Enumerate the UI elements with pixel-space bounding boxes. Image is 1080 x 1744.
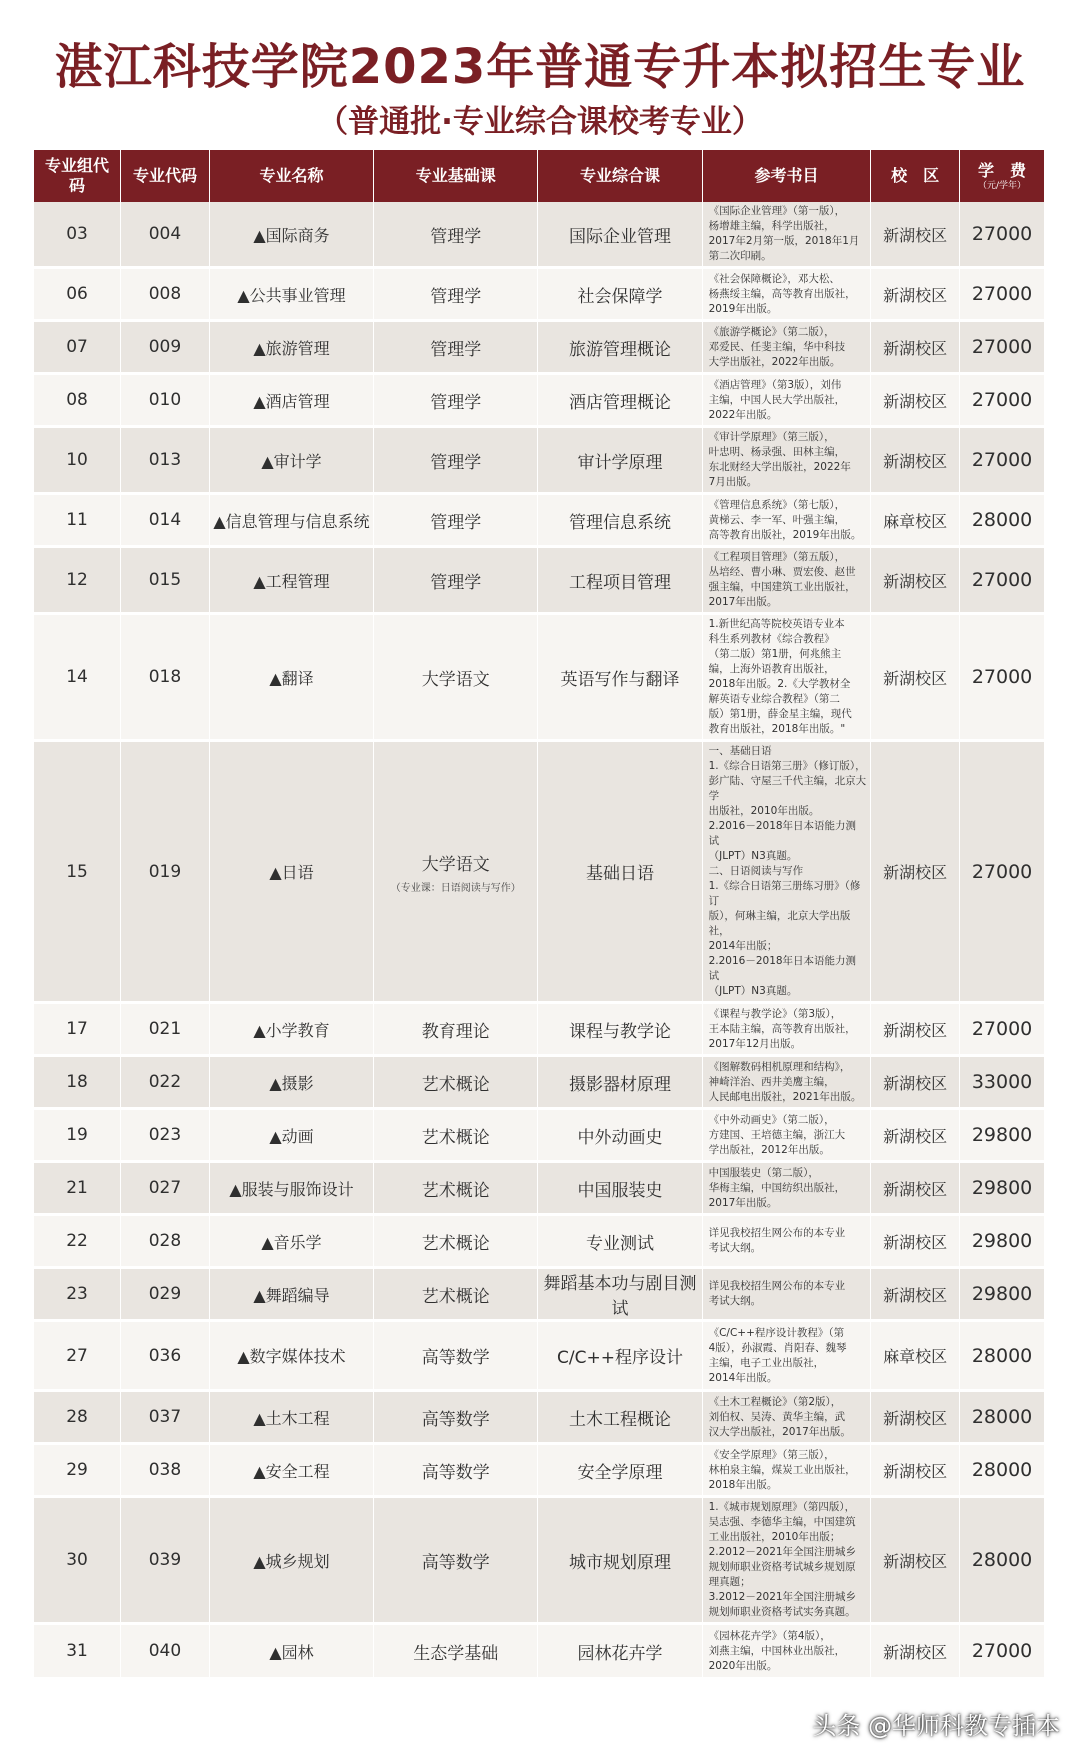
major-name-cell: ▲国际商务 <box>209 202 373 268</box>
basic-course-cell <box>374 1109 538 1162</box>
campus-cell: 新湖校区 <box>871 1003 960 1056</box>
table-row <box>34 1497 1044 1624</box>
reference-books-cell: 中国服装史（第二版）， 华梅主编，中国纺织出版社， 2017年出版。 <box>702 1162 871 1215</box>
comprehensive-course-cell: 工程项目管理 <box>538 547 702 614</box>
basic-course-cell <box>374 202 538 268</box>
major-name-cell: ▲信息管理与信息系统 <box>209 494 373 547</box>
fee-cell: 27000 <box>960 614 1044 741</box>
basic-course-cell <box>374 494 538 547</box>
reference-books-cell: 《C/C++程序设计教程》（第 4版），孙淑霞、肖阳春、魏琴 主编，电子工业出版社， 2014年出版。 <box>702 1321 871 1391</box>
fee-cell: 28000 <box>960 494 1044 547</box>
group-code-cell: 06 <box>34 268 121 321</box>
page-title: 湛江科技学院2023年普通专升本拟招生专业 <box>54 39 1026 95</box>
major-code-cell: 015 <box>121 547 210 614</box>
watermark: 头条 @华师科教专插本 <box>812 1712 1060 1740</box>
reference-books-cell: 《中外动画史》（第二版）， 方建国、王培德主编，浙江大 学出版社，2012年出版。 <box>702 1109 871 1162</box>
table-row <box>34 1215 1044 1268</box>
basic-course-text: 艺术概论 <box>421 1127 490 1148</box>
group-code-cell: 07 <box>34 321 121 374</box>
basic-course-text: 艺术概论 <box>421 1180 490 1201</box>
fee-cell: 28000 <box>960 1444 1044 1497</box>
major-code-cell: 014 <box>121 494 210 547</box>
major-name-cell: ▲摄影 <box>209 1056 373 1109</box>
fee-cell: 29800 <box>960 1109 1044 1162</box>
reference-books-cell: 《社会保障概论》，邓大松、 杨燕绥主编，高等教育出版社， 2019年出版。 <box>702 268 871 321</box>
reference-books-cell: 《土木工程概论》（第2版）， 刘伯权、吴涛、黄华主编，武 汉大学出版社，2017年出版。 <box>702 1391 871 1444</box>
basic-course-cell <box>374 547 538 614</box>
comprehensive-course-cell: 安全学原理 <box>538 1444 702 1497</box>
fee-cell: 28000 <box>960 1321 1044 1391</box>
comprehensive-course-cell: 中国服装史 <box>538 1162 702 1215</box>
basic-course-cell <box>374 1321 538 1391</box>
major-name-cell: ▲安全工程 <box>209 1444 373 1497</box>
comprehensive-course-cell: 摄影器材原理 <box>538 1056 702 1109</box>
table-row <box>34 494 1044 547</box>
reference-books-cell: 《酒店管理》（第3版），刘伟 主编，中国人民大学出版社， 2022年出版。 <box>702 374 871 427</box>
basic-course-text: 大学语文 <box>421 854 490 875</box>
campus-cell: 新湖校区 <box>871 1391 960 1444</box>
comprehensive-course-cell: 课程与教学论 <box>538 1003 702 1056</box>
basic-course-text: 管理学 <box>430 572 482 593</box>
campus-cell: 新湖校区 <box>871 547 960 614</box>
group-code-cell: 28 <box>34 1391 121 1444</box>
group-code-cell: 15 <box>34 741 121 1003</box>
group-code-cell: 08 <box>34 374 121 427</box>
campus-cell: 麻章校区 <box>871 1321 960 1391</box>
table-row <box>34 1268 1044 1321</box>
campus-cell: 新湖校区 <box>871 1497 960 1624</box>
basic-course-text: 高等数学 <box>421 1348 490 1368</box>
comprehensive-course-cell: 舞蹈基本功与剧目测试 <box>538 1268 702 1321</box>
campus-cell: 新湖校区 <box>871 1624 960 1679</box>
major-code-cell: 022 <box>121 1056 210 1109</box>
reference-books-cell: 《安全学原理》（第三版）， 林柏泉主编，煤炭工业出版社， 2018年出版。 <box>702 1444 871 1497</box>
fee-cell: 29800 <box>960 1268 1044 1321</box>
comprehensive-course-cell: 专业测试 <box>538 1215 702 1268</box>
reference-books-cell: 《旅游学概论》（第二版）， 邓爱民、任斐主编，华中科技 大学出版社，2022年出版。 <box>702 321 871 374</box>
reference-books-cell: 《管理信息系统》（第七版）， 黄梯云、李一军、叶强主编， 高等教育出版社，2019年出版。 <box>702 494 871 547</box>
group-code-cell: 27 <box>34 1321 121 1391</box>
major-name-cell: ▲动画 <box>209 1109 373 1162</box>
group-code-cell: 17 <box>34 1003 121 1056</box>
campus-cell: 新湖校区 <box>871 1162 960 1215</box>
table-row <box>34 427 1044 494</box>
campus-cell: 新湖校区 <box>871 1056 960 1109</box>
comprehensive-course-cell: 基础日语 <box>538 741 702 1003</box>
table-row <box>34 374 1044 427</box>
basic-course-text: 高等数学 <box>421 1552 490 1573</box>
table-row <box>34 1321 1044 1391</box>
basic-course-cell <box>374 1444 538 1497</box>
major-name-cell: ▲土木工程 <box>209 1391 373 1444</box>
comprehensive-course-cell: 管理信息系统 <box>538 494 702 547</box>
fee-cell: 28000 <box>960 1391 1044 1444</box>
reference-books-cell: 详见我校招生网公布的本专业 考试大纲。 <box>702 1215 871 1268</box>
basic-course-cell <box>374 1497 538 1624</box>
major-code-cell: 021 <box>121 1003 210 1056</box>
table-row <box>34 741 1044 1003</box>
header-fee <box>960 150 1044 202</box>
reference-books-cell: 《课程与教学论》（第3版）， 王本陆主编，高等教育出版社， 2017年12月出版。 <box>702 1003 871 1056</box>
table-row <box>34 547 1044 614</box>
fee-cell: 27000 <box>960 547 1044 614</box>
basic-course-cell <box>374 1162 538 1215</box>
group-code-cell: 10 <box>34 427 121 494</box>
group-code-cell: 11 <box>34 494 121 547</box>
group-code-cell: 30 <box>34 1497 121 1624</box>
campus-cell: 新湖校区 <box>871 374 960 427</box>
major-name-cell: ▲数字媒体技术 <box>209 1321 373 1391</box>
reference-books-cell: 《审计学原理》（第三版）， 叶忠明、杨录强、田林主编， 东北财经大学出版社，2022年 7月出版。 <box>702 427 871 494</box>
campus-cell: 新湖校区 <box>871 741 960 1003</box>
comprehensive-course-cell: 国际企业管理 <box>538 202 702 268</box>
campus-cell: 新湖校区 <box>871 202 960 268</box>
major-name-cell: ▲公共事业管理 <box>209 268 373 321</box>
major-code-cell: 019 <box>121 741 210 1003</box>
basic-course-text: 管理学 <box>430 286 482 307</box>
fee-cell: 27000 <box>960 202 1044 268</box>
table-row <box>34 1109 1044 1162</box>
basic-course-cell <box>374 1003 538 1056</box>
table-row <box>34 1444 1044 1497</box>
comprehensive-course-cell: 英语写作与翻译 <box>538 614 702 741</box>
campus-cell: 新湖校区 <box>871 268 960 321</box>
major-code-cell: 027 <box>121 1162 210 1215</box>
major-code-cell: 036 <box>121 1321 210 1391</box>
major-name-cell: ▲服装与服饰设计 <box>209 1162 373 1215</box>
header-basic-course: 专业基础课 <box>374 150 538 202</box>
header-fee-label: 学 费 <box>978 160 1027 180</box>
reference-books-cell: 《图解数码相机原理和结构》， 神崎洋治、西井美鹰主编， 人民邮电出版社，2021年出版。 <box>702 1056 871 1109</box>
major-code-cell: 018 <box>121 614 210 741</box>
fee-cell: 29800 <box>960 1162 1044 1215</box>
fee-cell: 27000 <box>960 321 1044 374</box>
basic-course-text: 高等数学 <box>421 1409 490 1430</box>
group-code-cell: 14 <box>34 614 121 741</box>
reference-books-cell: 1.新世纪高等院校英语专业本 科生系列教材《综合教程》 （第二版）第1册，何兆熊主 编，上海外语教育出版社， 2018年出版。2.《大学教材全 解英语专业综合教程》（第二 版）第1册，薛金星主编，现代 教育出版社，2018年出版。" <box>702 614 871 741</box>
fee-cell: 33000 <box>960 1056 1044 1109</box>
major-code-cell: 029 <box>121 1268 210 1321</box>
majors-table <box>34 150 1044 1680</box>
fee-cell: 27000 <box>960 1624 1044 1679</box>
table-row <box>34 321 1044 374</box>
basic-course-cell <box>374 1215 538 1268</box>
reference-books-cell: 《工程项目管理》（第五版）， 丛培经、曹小琳、贾宏俊、赵世 强主编，中国建筑工业出版社， 2017年出版。 <box>702 547 871 614</box>
major-name-cell: ▲日语 <box>209 741 373 1003</box>
major-code-cell: 037 <box>121 1391 210 1444</box>
campus-cell: 麻章校区 <box>871 494 960 547</box>
basic-course-cell <box>374 374 538 427</box>
major-name-cell: ▲工程管理 <box>209 547 373 614</box>
table-row <box>34 1391 1044 1444</box>
table-row <box>34 268 1044 321</box>
header-fee-unit: （元/学年） <box>978 180 1027 191</box>
major-name-cell: ▲小学教育 <box>209 1003 373 1056</box>
table-row <box>34 202 1044 268</box>
campus-cell: 新湖校区 <box>871 1215 960 1268</box>
comprehensive-course-cell: 中外动画史 <box>538 1109 702 1162</box>
fee-cell: 27000 <box>960 374 1044 427</box>
table-row <box>34 1624 1044 1679</box>
basic-course-cell <box>374 1056 538 1109</box>
basic-course-text: 教育理论 <box>421 1021 490 1042</box>
fee-cell: 27000 <box>960 741 1044 1003</box>
reference-books-cell: 《园林花卉学》（第4版）， 刘燕主编，中国林业出版社， 2020年出版。 <box>702 1624 871 1679</box>
basic-course-text: 管理学 <box>430 452 482 473</box>
group-code-cell: 31 <box>34 1624 121 1679</box>
group-code-cell: 29 <box>34 1444 121 1497</box>
basic-course-text: 管理学 <box>430 226 482 247</box>
table-row <box>34 614 1044 741</box>
major-code-cell: 028 <box>121 1215 210 1268</box>
basic-course-text: 管理学 <box>430 392 482 413</box>
campus-cell: 新湖校区 <box>871 427 960 494</box>
major-name-cell: ▲舞蹈编导 <box>209 1268 373 1321</box>
basic-course-text: 艺术概论 <box>421 1074 490 1095</box>
fee-cell: 27000 <box>960 1003 1044 1056</box>
fee-cell: 27000 <box>960 427 1044 494</box>
comprehensive-course-cell: 城市规划原理 <box>538 1497 702 1624</box>
major-name-cell: ▲审计学 <box>209 427 373 494</box>
basic-course-cell <box>374 1624 538 1679</box>
comprehensive-course-cell: 酒店管理概论 <box>538 374 702 427</box>
header-major-code: 专业代码 <box>121 150 210 202</box>
campus-cell: 新湖校区 <box>871 321 960 374</box>
header-group-code: 专业组代码 <box>34 150 121 202</box>
major-code-cell: 040 <box>121 1624 210 1679</box>
basic-course-cell <box>374 1268 538 1321</box>
basic-course-cell <box>374 427 538 494</box>
table-row <box>34 1162 1044 1215</box>
major-code-cell: 023 <box>121 1109 210 1162</box>
major-code-cell: 004 <box>121 202 210 268</box>
comprehensive-course-cell: 旅游管理概论 <box>538 321 702 374</box>
major-name-cell: ▲旅游管理 <box>209 321 373 374</box>
major-code-cell: 010 <box>121 374 210 427</box>
header-reference-books: 参考书目 <box>702 150 871 202</box>
campus-cell: 新湖校区 <box>871 1109 960 1162</box>
header-campus: 校 区 <box>871 150 960 202</box>
major-code-cell: 009 <box>121 321 210 374</box>
page-subtitle: （普通批·专业综合课校考专业） <box>317 104 763 140</box>
comprehensive-course-cell: 园林花卉学 <box>538 1624 702 1679</box>
basic-course-cell <box>374 1391 538 1444</box>
basic-course-cell <box>374 741 538 1003</box>
basic-course-cell <box>374 321 538 374</box>
comprehensive-course-cell: 土木工程概论 <box>538 1391 702 1444</box>
reference-books-cell: 一、基础日语 1.《综合日语第三册》（修订版）， 彭广陆、守屋三千代主编，北京大学 出版社，2010年出版。 2.2016－2018年日本语能力测试 （JLPT）N3真题。 二、日语阅读与写作 1.《综合日语第三册练习册》（修订 版），何琳主编，北京大学出版社， 2014年出版； 2.2016－2018年日本语能力测试 （JLPT）N3真题。 <box>702 741 871 1003</box>
basic-course-note: （专业课：日语阅读与写作） <box>390 882 521 894</box>
group-code-cell: 22 <box>34 1215 121 1268</box>
header-comprehensive-course: 专业综合课 <box>538 150 702 202</box>
major-code-cell: 039 <box>121 1497 210 1624</box>
group-code-cell: 23 <box>34 1268 121 1321</box>
group-code-cell: 03 <box>34 202 121 268</box>
group-code-cell: 18 <box>34 1056 121 1109</box>
fee-cell: 27000 <box>960 268 1044 321</box>
table-header-row <box>34 150 1044 202</box>
fee-cell: 29800 <box>960 1215 1044 1268</box>
major-name-cell: ▲城乡规划 <box>209 1497 373 1624</box>
table-row <box>34 1056 1044 1109</box>
major-code-cell: 013 <box>121 427 210 494</box>
basic-course-text: 高等数学 <box>421 1462 490 1483</box>
header-major-name: 专业名称 <box>209 150 373 202</box>
basic-course-text: 大学语文 <box>421 669 490 690</box>
major-name-cell: ▲翻译 <box>209 614 373 741</box>
reference-books-cell: 1.《城市规划原理》（第四版）， 吴志强、李德华主编，中国建筑 工业出版社，2010年出版； 2.2012－2021年全国注册城乡 规划师职业资格考试城乡规划原 理真题； 3.2012－2021年全国注册城乡 规划师职业资格考试实务真题。 <box>702 1497 871 1624</box>
group-code-cell: 19 <box>34 1109 121 1162</box>
fee-cell: 28000 <box>960 1497 1044 1624</box>
comprehensive-course-cell: 审计学原理 <box>538 427 702 494</box>
campus-cell: 新湖校区 <box>871 1444 960 1497</box>
group-code-cell: 12 <box>34 547 121 614</box>
major-name-cell: ▲园林 <box>209 1624 373 1679</box>
basic-course-text: 艺术概论 <box>421 1233 490 1254</box>
comprehensive-course-cell: 社会保障学 <box>538 268 702 321</box>
group-code-cell: 21 <box>34 1162 121 1215</box>
comprehensive-course-cell: C/C++程序设计 <box>538 1321 702 1391</box>
table-row <box>34 1003 1044 1056</box>
major-code-cell: 038 <box>121 1444 210 1497</box>
basic-course-cell <box>374 614 538 741</box>
campus-cell: 新湖校区 <box>871 614 960 741</box>
basic-course-text: 生态学基础 <box>413 1643 499 1664</box>
reference-books-cell: 《国际企业管理》（第一版）， 杨增雄主编，科学出版社， 2017年2月第一版，2018年1月 第二次印刷。 <box>702 202 871 268</box>
basic-course-text: 管理学 <box>430 339 482 360</box>
campus-cell: 新湖校区 <box>871 1268 960 1321</box>
basic-course-text: 艺术概论 <box>421 1286 490 1307</box>
major-code-cell: 008 <box>121 268 210 321</box>
major-name-cell: ▲酒店管理 <box>209 374 373 427</box>
basic-course-text: 管理学 <box>430 512 482 533</box>
major-name-cell: ▲音乐学 <box>209 1215 373 1268</box>
basic-course-cell <box>374 268 538 321</box>
reference-books-cell: 详见我校招生网公布的本专业 考试大纲。 <box>702 1268 871 1321</box>
